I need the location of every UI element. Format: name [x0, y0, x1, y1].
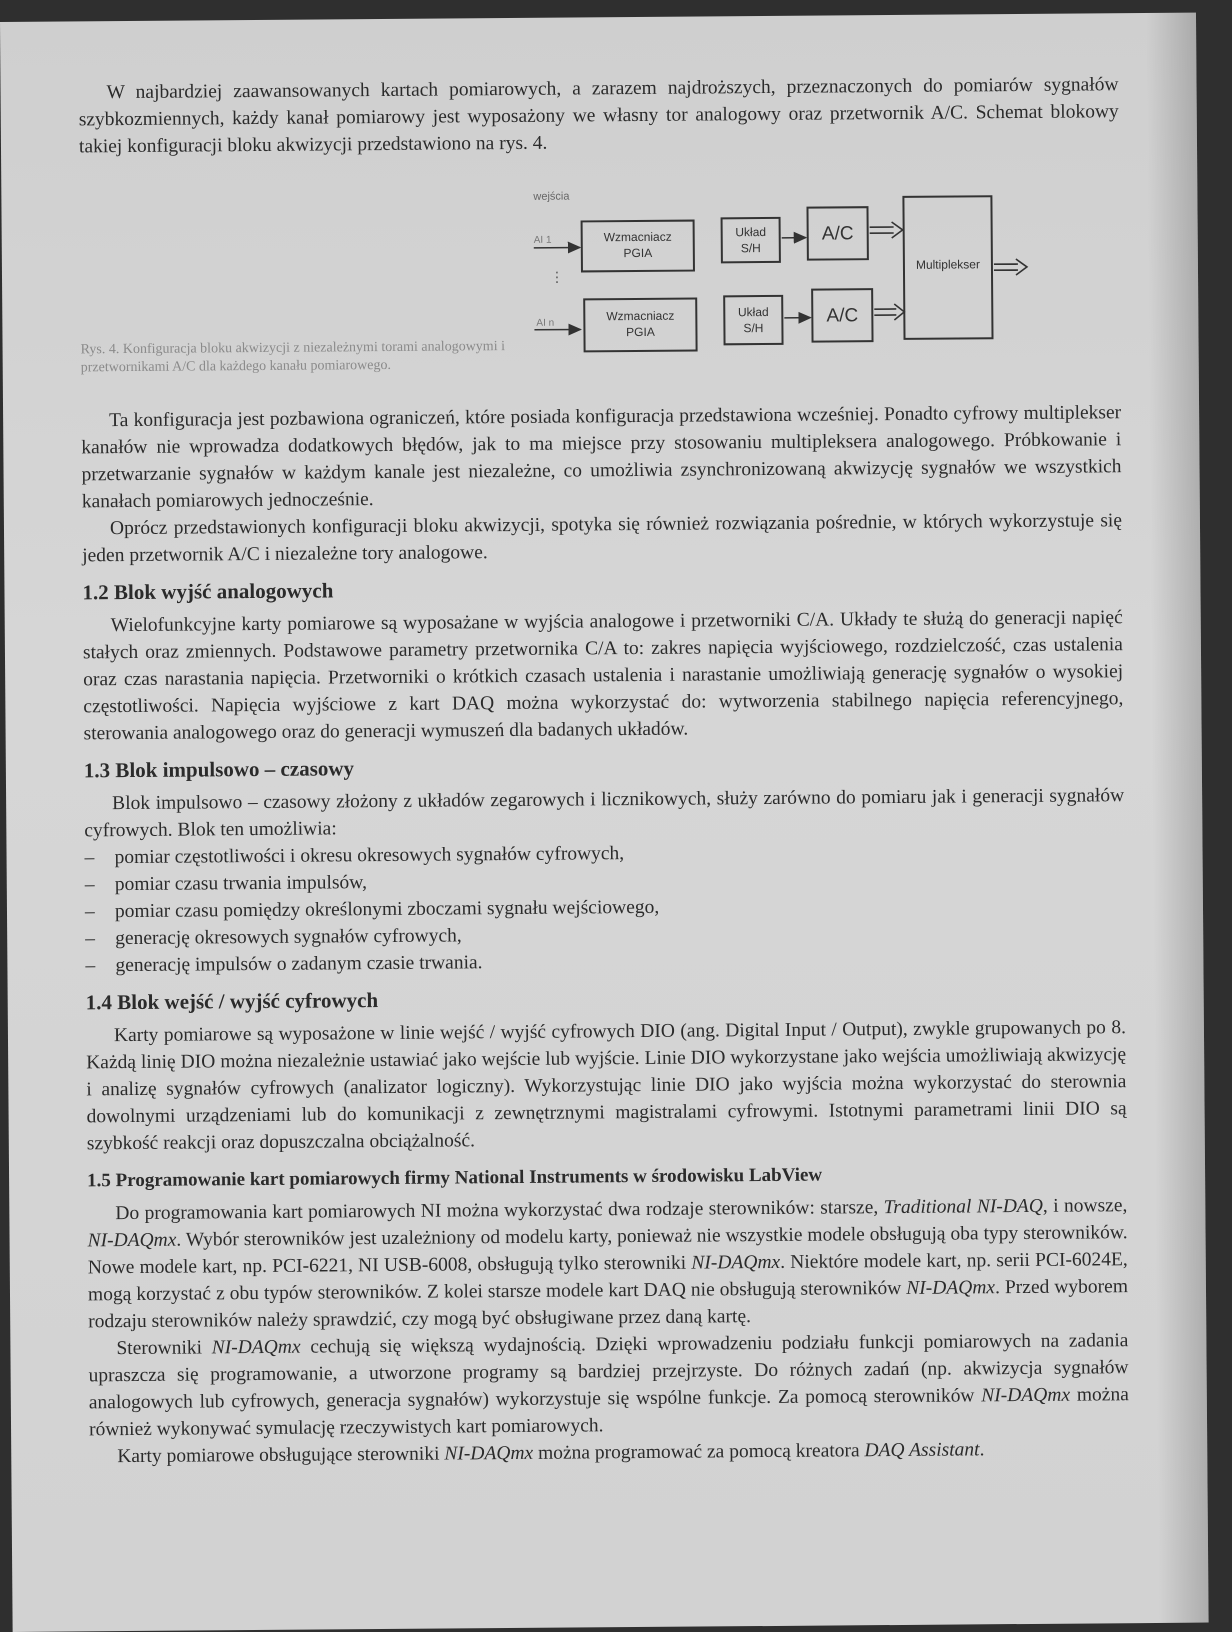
- list-item: – pomiar częstotliwości i okresu okresowych sygnałów cyfrowych,: [84, 836, 1124, 871]
- figure-4-diagram: [531, 182, 1072, 356]
- list-item: – generację impulsów o zadanym czasie trwania.: [85, 944, 1125, 979]
- figure-caption: Rys. 4. Konfiguracja bloku akwizycji z niezależnymi torami analogowymi i przetwornikami A/C dla każdego kanału pomiarowego.: [80, 339, 505, 376]
- page-curl-shadow: [1146, 13, 1209, 1623]
- inputs-label: wejścia: [533, 190, 570, 203]
- amplifier-n-type: PGIA: [626, 324, 655, 340]
- sh-n-box: [724, 296, 782, 344]
- amplifier-1-type: PGIA: [623, 245, 653, 261]
- section-1-3-heading: 1.3 Blok impulsowo – czasowy: [83, 756, 355, 783]
- main-body: [81, 399, 1129, 1470]
- sh-n-type: S/H: [743, 321, 764, 336]
- section-1-2-heading: 1.2 Blok wyjść analogowych: [82, 578, 334, 605]
- adc-1-bus-arrow: [870, 222, 903, 238]
- sh-n-label: Układ: [737, 304, 769, 320]
- document-page: [0, 13, 1209, 1632]
- list-item: – pomiar czasu pomiędzy określonymi zboczami sygnału wejściowego,: [85, 890, 1125, 925]
- section-1-4-body: Karty pomiarowe są wyposażone w linie wejść / wyjść cyfrowych DIO (ang. Digital Input / Output), zwykle grupowanych po 8. Każdą linię DIO można niezależnie ustawiać jako wejście lub wyjście. Linie DIO wykorzystane jako wejścia umożliwiają akwizycję i analizę sygnałów cyfrowych (analizator logiczny). Wykorzystując linie DIO jako wyjścia można wykorzystać do sterownia dowolnymi urządzeniami lub do komunikacji z zewnętrznymi magistralami cyfrowymi. Istotnymi parametrami linii DIO są szybkość reakcji oraz dopuszczalna obciążalność.: [86, 1017, 1127, 1155]
- mux-output-arrow: [994, 259, 1027, 275]
- input-n-label: AI n: [536, 317, 555, 329]
- section-1-4-heading: 1.4 Blok wejść / wyjść cyfrowych: [85, 988, 379, 1015]
- amplifier-1-label: Wzmacniacz: [603, 229, 672, 245]
- intro-paragraph: W najbardziej zaawansowanych kartach pomiarowych, a zarazem najdroższych, przeznaczonych do pomiarów sygnałów szybkozmiennych, każdy kanał pomiarowy jest wyposażony we własny tor analogowy oraz przetwornik A/C. Schemat blokowy takiej konfiguracji bloku akwizycji przedstawiono na rys. 4.: [78, 74, 1119, 158]
- section-1-3-body: Blok impulsowo – czasowy złożony z układów zegarowych i licznikowych, służy zarówno do pomiaru jak i generacji sygnałów cyfrowych. Blok ten umożliwia:: [84, 785, 1125, 842]
- sh-1-label: Układ: [735, 224, 767, 240]
- config-paragraph: Ta konfiguracja jest pozbawiona ograniczeń, które posiada konfiguracja przedstawiona wcześniej. Ponadto cyfrowy multiplekser kanałów nie wprowadza dodatkowych błędów, jak to ma miejsce przy stosowaniu multipleksera analogowego. Próbkowanie i przetwarzanie sygnałów w każdym kanale jest niezależne, co umożliwia zsynchronizowaną akwizycję sygnałów we wszystkich kanałach pomiarowych jednocześnie.: [81, 402, 1122, 513]
- adc-n-label: A/C: [826, 305, 859, 327]
- section-1-5-paragraph-2: Sterowniki NI-DAQmx cechują się większą wydajnością. Dzięki wprowadzeniu podziału funkcji pomiarowych na zadania upraszcza się programowanie, a utworzone programy są bardziej przejrzyste. Do różnych zadań (np. akwizycja sygnałów analogowych lub cyfrowych, generacja sygnałów) wykorzystuje się wspólne funkcje. Za pomocą sterowników NI-DAQmx można również wykonywać symulację rzeczywistych kart pomiarowych.: [88, 1330, 1129, 1441]
- intro-block: [78, 71, 1119, 160]
- section-1-5-heading: 1.5 Programowanie kart pomiarowych firmy National Instruments w środowisku LabView: [87, 1164, 823, 1192]
- input-1-label: AI 1: [533, 234, 552, 246]
- sh-1-type: S/H: [740, 241, 761, 256]
- amplifier-n-label: Wzmacniacz: [606, 308, 675, 324]
- list-item: – generację okresowych sygnałów cyfrowych,: [85, 917, 1125, 952]
- section-1-5-paragraph-1: Do programowania kart pomiarowych NI można wykorzystać dwa rodzaje sterowników: starsze, Traditional NI-DAQ, i nowsze, NI-DAQmx. Wybór sterowników jest uzależniony od modelu karty, ponieważ nie wszystkie modele obsługują oba typy sterowników. Nowe modele kart, np. PCI-6221, NI USB-6008, obsługują tylko sterowniki NI-DAQmx. Niektóre modele kart, np. serii PCI-6024E, mogą korzystać z obu typów sterowników. Z kolei starsze modele kart DAQ nie obsługują sterowników NI-DAQmx. Przed wyborem rodzaju sterowników należy sprawdzić, czy mogą być obsługiwane przez daną kartę.: [87, 1195, 1129, 1333]
- section-1-5-paragraph-3: Karty pomiarowe obsługujące sterowniki NI-DAQmx można programować za pomocą kreatora DAQ Assistant.: [117, 1439, 985, 1468]
- section-1-3-list: [84, 836, 1125, 979]
- section-1-2-body: Wielofunkcyjne karty pomiarowe są wyposażane w wyjścia analogowe i przetworniki C/A. Układy te służą do generacji napięć stałych oraz zmiennych. Podstawowe parametry przetwornika C/A to: zakres napięcia wyjściowego, rozdzielczość, czas ustalenia oraz czas narastania napięcia. Przetworniki o krótkich czasach ustalenia i narastanie umożliwiają generację sygnałów o wysokiej częstotliwości. Napięcia wyjściowe z kart DAQ można wykorzystać do: wytworzenia stabilnego napięcia referencyjnego, sterowania analogowego oraz do generacji wymuszeń dla badanych układów.: [82, 607, 1124, 745]
- list-item: – pomiar czasu trwania impulsów,: [85, 863, 1125, 898]
- adc-n-bus-arrow: [874, 304, 904, 320]
- multiplexer-label: Multiplekser: [915, 257, 981, 272]
- channel-ellipsis: ⋮: [549, 268, 565, 285]
- other-config-paragraph: Oprócz przedstawionych konfiguracji bloku akwizycji, spotyka się również rozwiązania pośrednie, w których wykorzystuje się jeden przetwornik A/C i niezależne tory analogowe.: [82, 510, 1123, 567]
- adc-1-label: A/C: [821, 223, 854, 245]
